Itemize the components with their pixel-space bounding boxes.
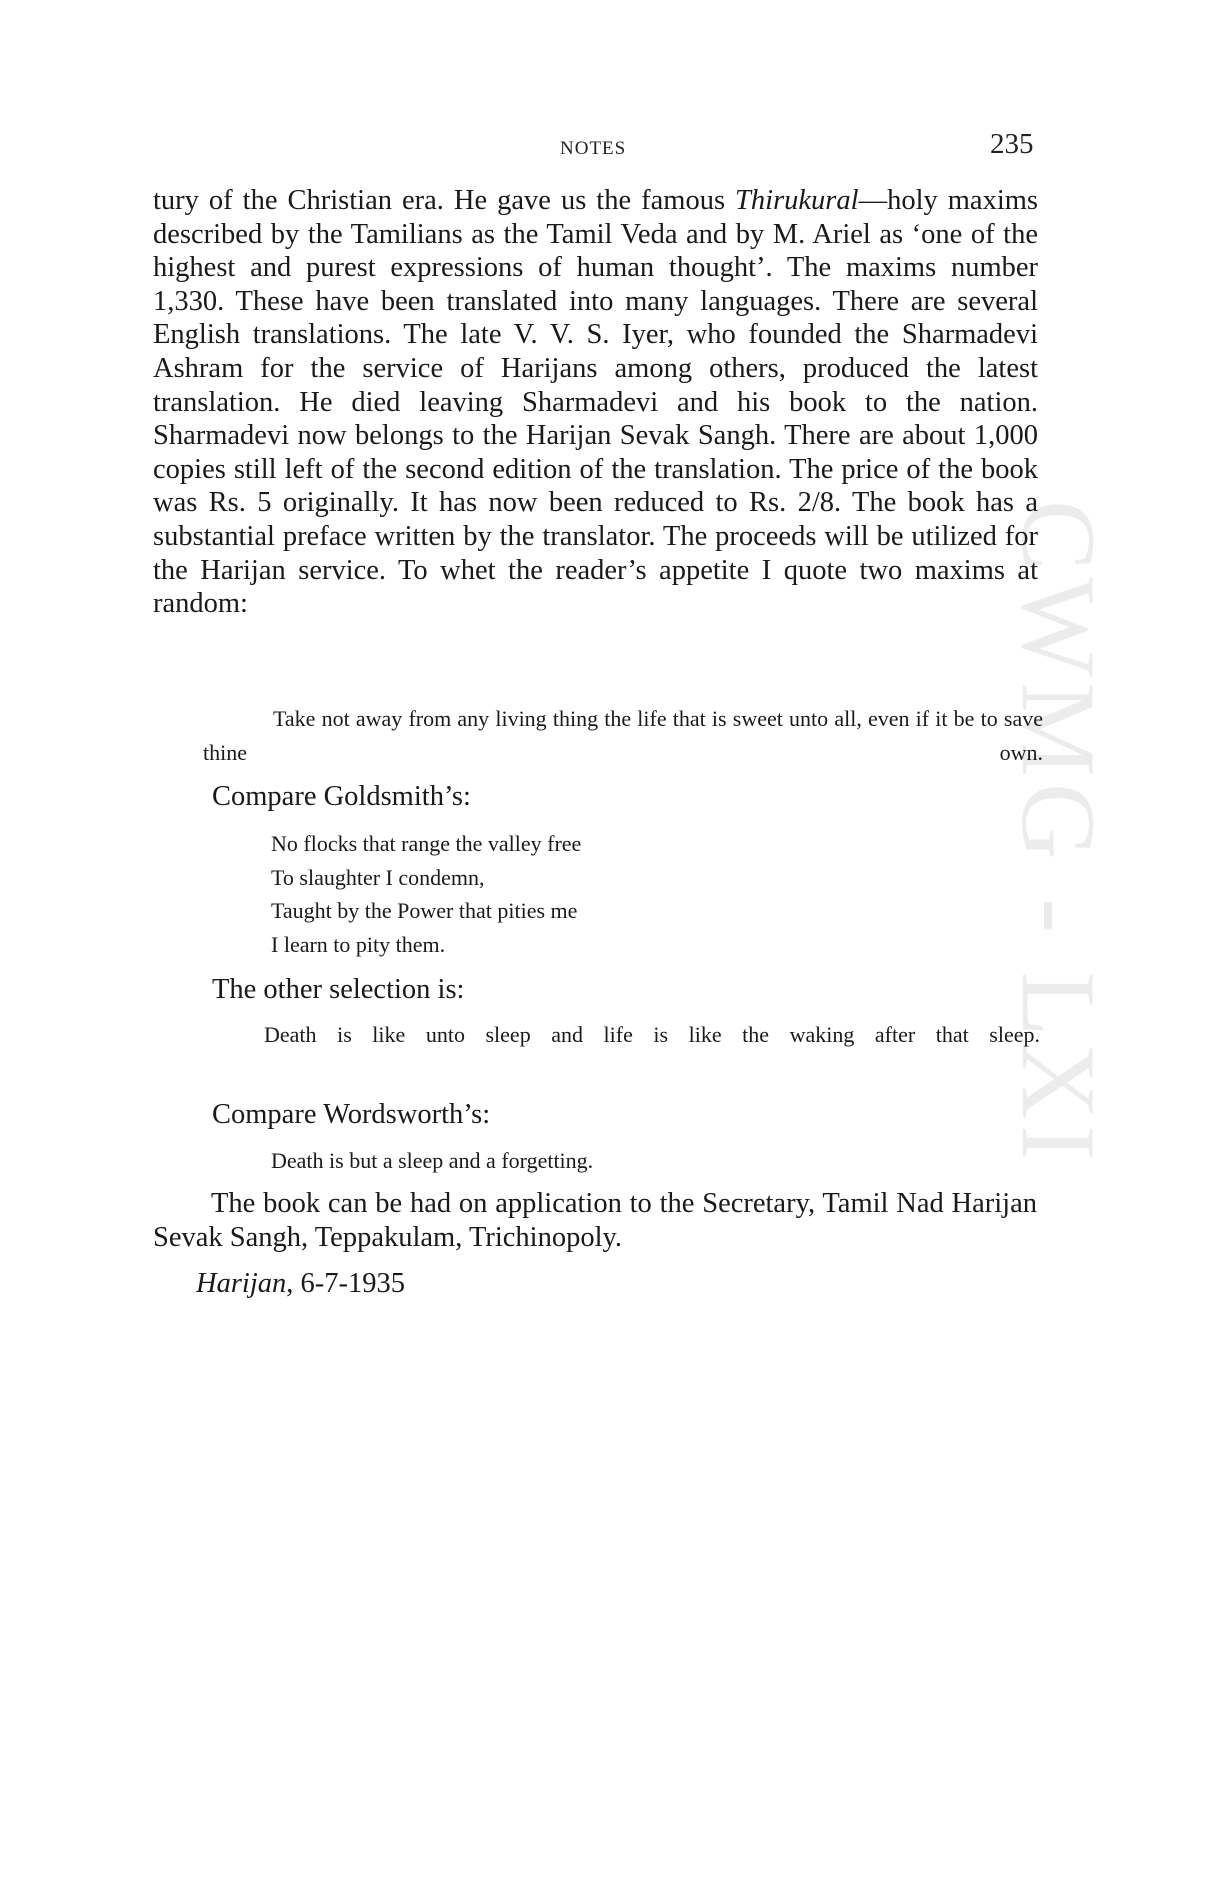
poem-line: No flocks that range the valley free [271, 831, 582, 856]
body-text-start: tury of the Christian era. He gave us the famous [153, 185, 736, 216]
maxim-quote-1: Take not away from any living thing the life that is sweet unto all, even if it be to save thine own. [203, 706, 1043, 765]
poem-line: I learn to pity them. [271, 931, 446, 957]
body-paragraph [153, 184, 1038, 621]
poem-line: To slaughter I condemn, [271, 864, 485, 890]
book-title: Thirukural [735, 185, 859, 216]
closing-paragraph: The book can be had on application to the Secretary, Tamil Nad Harijan Sevak Sangh, Teppakulam, Trichinopoly. [153, 1188, 1037, 1253]
compare-wordsworth-heading: Compare Wordsworth’s: [212, 1099, 491, 1130]
maxim-quote-2: Death is like unto sleep and life is like the waking after that sleep. [264, 1022, 1040, 1047]
poem-line: Taught by the Power that pities me [271, 898, 578, 923]
wordsworth-quote: Death is but a sleep and a forgetting. [271, 1148, 594, 1173]
source-date: , 6-7-1935 [286, 1268, 405, 1299]
running-head: NOTES [560, 138, 627, 159]
body-text-rest: —holy maxims described by the Tamilians as the Tamil Veda and by M. Ariel as ‘one of the highest and purest expressions of human thought’. The maxims number 1,330. These have been translated into many languages. There are several English translations. The late V. V. S. Iyer, who founded the Sharmadevi Ashram for the service of Harijans among others, produced the latest translation. He died leaving Sharmadevi and his book to the nation. Sharmadevi now belongs to the Harijan Sevak Sangh. There are about 1,000 copies still left of the second edition of the translation. The price of the book was Rs. 5 originally. It has now been reduced to Rs. 2/8. The book has a substantial preface written by the translator. The proceeds will be utilized for the Harijan service. To whet the reader’s appetite I quote two maxims at random: [153, 185, 1038, 620]
watermark-text: CWMG - LXI [1000, 500, 1117, 1167]
compare-goldsmith-heading: Compare Goldsmith’s: [212, 781, 471, 812]
page-number: 235 [990, 128, 1034, 160]
source-publication: Harijan [196, 1268, 287, 1299]
goldsmith-poem [271, 827, 581, 961]
other-selection-heading: The other selection is: [212, 974, 465, 1005]
source-citation [196, 1268, 405, 1300]
